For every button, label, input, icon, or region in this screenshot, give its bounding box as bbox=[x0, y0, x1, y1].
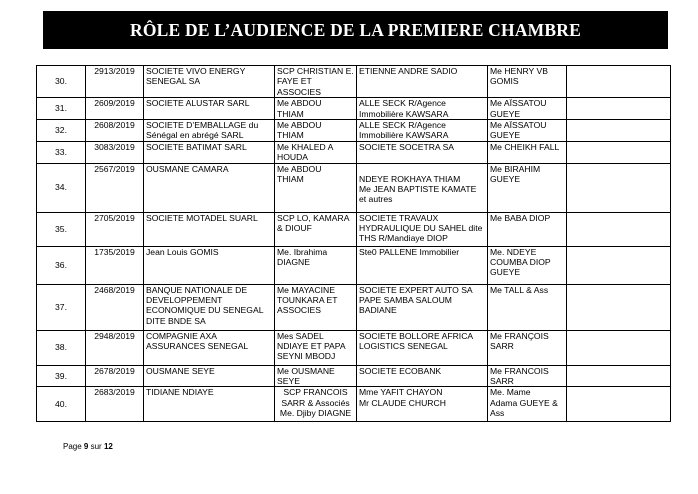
empty-cell bbox=[567, 284, 671, 330]
plaintiff-counsel-line: TOUNKARA ET bbox=[277, 295, 338, 306]
page-sep: sur bbox=[90, 442, 102, 451]
table-row bbox=[37, 330, 671, 365]
hearing-roll-table bbox=[36, 65, 671, 422]
plaintiff-line: DEVELOPPEMENT bbox=[146, 295, 223, 306]
defendant-line: Immobilière KAWSARA bbox=[359, 130, 449, 141]
row-number: 34. bbox=[37, 163, 86, 212]
defendant-cell bbox=[357, 365, 488, 387]
page-title: RÔLE DE L’AUDIENCE DE LA PREMIERE CHAMBRE bbox=[130, 19, 581, 40]
defendant-counsel-line: GUEYE bbox=[490, 108, 521, 119]
defendant-counsel-line: GUEYE bbox=[490, 174, 521, 185]
case-reference: 2683/2019 bbox=[86, 387, 144, 422]
plaintiff-counsel-cell bbox=[275, 387, 357, 422]
defendant-counsel-line: SARR bbox=[490, 376, 514, 387]
defendant-line: BADIANE bbox=[359, 305, 397, 316]
empty-cell bbox=[567, 387, 671, 422]
empty-cell bbox=[567, 163, 671, 212]
plaintiff-counsel-line: DIAGNE bbox=[277, 257, 310, 268]
defendant-cell bbox=[357, 98, 488, 120]
plaintiff-line: DITE BNDE SA bbox=[146, 315, 206, 326]
defendant-counsel-line: Me. NDEYE bbox=[490, 246, 537, 257]
plaintiff-line: SOCIETE MOTADEL SUARL bbox=[146, 212, 258, 223]
plaintiff-line: SOCIETE D’EMBALLAGE du bbox=[146, 120, 259, 131]
plaintiff-line: Sénégal en abrégé SARL bbox=[146, 130, 244, 141]
defendant-counsel-cell bbox=[488, 365, 567, 387]
plaintiff-line: SOCIETE VIVO ENERGY bbox=[146, 66, 246, 76]
plaintiff-line: SOCIETE BATIMAT SARL bbox=[146, 141, 247, 152]
defendant-counsel-cell bbox=[488, 387, 567, 422]
defendant-line: SOCIETE BOLLORE AFRICA bbox=[359, 330, 474, 341]
row-number: 38. bbox=[37, 330, 86, 365]
defendant-counsel-cell bbox=[488, 141, 567, 163]
defendant-counsel-cell bbox=[488, 246, 567, 284]
plaintiff-line: SOCIETE ALUSTAR SARL bbox=[146, 98, 250, 109]
defendant-line: ALLE SECK R/Agence bbox=[359, 98, 446, 109]
defendant-line: Me JEAN BAPTISTE KAMATE bbox=[359, 184, 477, 195]
plaintiff-counsel-line: SCP CHRISTIAN E. bbox=[277, 66, 354, 76]
page-banner bbox=[43, 11, 668, 49]
plaintiff-counsel-line: THIAM bbox=[277, 108, 304, 119]
plaintiff-counsel-line: & DIOUF bbox=[277, 223, 312, 234]
plaintiff-counsel-line: Me ABDOU bbox=[277, 98, 322, 109]
defendant-cell bbox=[357, 246, 488, 284]
plaintiff-line: COMPAGNIE AXA bbox=[146, 330, 217, 341]
defendant-counsel-cell bbox=[488, 330, 567, 365]
plaintiff-line: Jean Louis GOMIS bbox=[146, 246, 219, 257]
plaintiff-counsel-line: SEYE bbox=[277, 376, 300, 387]
row-number: 36. bbox=[37, 246, 86, 284]
row-number: 33. bbox=[37, 141, 86, 163]
defendant-counsel-line: Ass bbox=[490, 408, 505, 419]
plaintiff-counsel-line: Mes SADEL bbox=[277, 330, 324, 341]
defendant-cell bbox=[357, 163, 488, 212]
defendant-cell bbox=[357, 284, 488, 330]
plaintiff-counsel-cell bbox=[275, 330, 357, 365]
row-number: 31. bbox=[37, 98, 86, 120]
plaintiff-cell bbox=[144, 120, 275, 142]
defendant-counsel-line: Me AÏSSATOU bbox=[490, 120, 547, 131]
case-reference: 2678/2019 bbox=[86, 365, 144, 387]
defendant-line: Ste0 PALLENE Immobilier bbox=[359, 246, 460, 257]
defendant-counsel-cell bbox=[488, 66, 567, 98]
case-reference: 2913/2019 bbox=[86, 66, 144, 98]
defendant-counsel-line: Me FRANÇOIS bbox=[490, 330, 549, 341]
plaintiff-counsel-line: Me MAYACINE bbox=[277, 284, 335, 295]
defendant-cell bbox=[357, 141, 488, 163]
plaintiff-counsel-cell bbox=[275, 284, 357, 330]
plaintiff-counsel-line: Me ABDOU bbox=[277, 163, 322, 174]
defendant-line: PAPE SAMBA SALOUM bbox=[359, 295, 452, 306]
plaintiff-line: OUSMANE CAMARA bbox=[146, 163, 229, 174]
plaintiff-counsel-line: Me ABDOU bbox=[277, 120, 322, 131]
table-row bbox=[37, 98, 671, 120]
defendant-counsel-line: Me BIRAHIM bbox=[490, 163, 541, 174]
plaintiff-cell bbox=[144, 387, 275, 422]
plaintiff-cell bbox=[144, 284, 275, 330]
plaintiff-counsel-line: FAYE ET ASSOCIES bbox=[277, 76, 321, 97]
plaintiff-cell bbox=[144, 98, 275, 120]
table-row bbox=[37, 212, 671, 246]
defendant-line: SOCIETE ECOBANK bbox=[359, 365, 442, 376]
defendant-cell bbox=[357, 66, 488, 98]
empty-cell bbox=[567, 330, 671, 365]
plaintiff-counsel-line: Me KHALED A bbox=[277, 141, 334, 152]
plaintiff-counsel-cell bbox=[275, 246, 357, 284]
plaintiff-cell bbox=[144, 330, 275, 365]
case-reference: 3083/2019 bbox=[86, 141, 144, 163]
table-row bbox=[37, 246, 671, 284]
plaintiff-counsel-line: NDIAYE ET PAPA bbox=[277, 341, 346, 352]
defendant-counsel-line: COUMBA DIOP bbox=[490, 257, 551, 268]
case-reference: 1735/2019 bbox=[86, 246, 144, 284]
defendant-cell bbox=[357, 330, 488, 365]
empty-cell bbox=[567, 246, 671, 284]
plaintiff-counsel-line: SEYNI MBODJ bbox=[277, 351, 336, 362]
plaintiff-line: ASSURANCES SENEGAL bbox=[146, 341, 249, 352]
plaintiff-line: ECONOMIQUE DU SENEGAL bbox=[146, 305, 264, 316]
empty-cell bbox=[567, 98, 671, 120]
plaintiff-line: OUSMANE SEYE bbox=[146, 365, 215, 376]
page-label: Page bbox=[63, 442, 82, 451]
empty-cell bbox=[567, 212, 671, 246]
table-row bbox=[37, 66, 671, 98]
plaintiff-counsel-line: Me. Djiby DIAGNE bbox=[279, 408, 352, 419]
plaintiff-counsel-cell bbox=[275, 120, 357, 142]
plaintiff-counsel-line: Me. Ibrahima bbox=[277, 246, 328, 257]
defendant-counsel-line: GUEYE bbox=[490, 267, 521, 278]
plaintiff-counsel-line: ASSOCIES bbox=[277, 305, 321, 316]
row-number: 30. bbox=[37, 66, 86, 98]
defendant-cell bbox=[357, 387, 488, 422]
row-number: 35. bbox=[37, 212, 86, 246]
table-row bbox=[37, 284, 671, 330]
defendant-cell bbox=[357, 120, 488, 142]
defendant-line: Mr CLAUDE CHURCH bbox=[359, 397, 446, 408]
empty-cell bbox=[567, 141, 671, 163]
case-reference: 2468/2019 bbox=[86, 284, 144, 330]
plaintiff-counsel-line: THIAM bbox=[277, 174, 304, 185]
plaintiff-counsel-cell bbox=[275, 98, 357, 120]
plaintiff-cell bbox=[144, 246, 275, 284]
defendant-line: SOCIETE EXPERT AUTO SA bbox=[359, 284, 473, 295]
defendant-line: ETIENNE ANDRE SADIO bbox=[359, 66, 458, 76]
defendant-line: SOCIETE SOCETRA SA bbox=[359, 141, 455, 152]
empty-cell bbox=[567, 120, 671, 142]
plaintiff-cell bbox=[144, 212, 275, 246]
defendant-line: et autres bbox=[359, 194, 393, 205]
plaintiff-counsel-cell bbox=[275, 365, 357, 387]
plaintiff-cell bbox=[144, 163, 275, 212]
defendant-counsel-cell bbox=[488, 284, 567, 330]
plaintiff-line: BANQUE NATIONALE DE bbox=[146, 284, 248, 295]
row-number: 39. bbox=[37, 365, 86, 387]
table-row bbox=[37, 365, 671, 387]
defendant-counsel-cell bbox=[488, 120, 567, 142]
defendant-counsel-line: Me FRANCOIS bbox=[490, 365, 549, 376]
plaintiff-counsel-cell bbox=[275, 163, 357, 212]
case-reference: 2608/2019 bbox=[86, 120, 144, 142]
case-reference: 2609/2019 bbox=[86, 98, 144, 120]
table-row bbox=[37, 141, 671, 163]
plaintiff-line: TIDIANE NDIAYE bbox=[146, 387, 214, 398]
defendant-counsel-cell bbox=[488, 98, 567, 120]
defendant-counsel-line: Me CHEIKH FALL bbox=[490, 141, 560, 152]
defendant-line: LOGISTICS SENEGAL bbox=[359, 341, 448, 352]
defendant-cell bbox=[357, 212, 488, 246]
row-number: 40. bbox=[37, 387, 86, 422]
empty-cell bbox=[567, 365, 671, 387]
defendant-counsel-line: GUEYE bbox=[490, 130, 521, 141]
defendant-counsel-line: SARR bbox=[490, 341, 514, 352]
defendant-line: ALLE SECK R/Agence bbox=[359, 120, 446, 131]
defendant-line: Immobilière KAWSARA bbox=[359, 108, 449, 119]
case-reference: 2705/2019 bbox=[86, 212, 144, 246]
defendant-line: Mme YAFIT CHAYON bbox=[359, 387, 443, 398]
defendant-counsel-line: Adama GUEYE & bbox=[490, 397, 558, 408]
defendant-counsel-line: Me TALL & Ass bbox=[490, 284, 549, 295]
plaintiff-cell bbox=[144, 66, 275, 98]
row-number: 32. bbox=[37, 120, 86, 142]
defendant-counsel-line: Me HENRY VB bbox=[490, 66, 548, 76]
plaintiff-counsel-line: HOUDA bbox=[277, 152, 309, 163]
plaintiff-cell bbox=[144, 365, 275, 387]
empty-cell bbox=[567, 66, 671, 98]
plaintiff-cell bbox=[144, 141, 275, 163]
defendant-counsel-line: Me. Mame bbox=[490, 387, 531, 398]
plaintiff-counsel-line: Me OUSMANE bbox=[277, 365, 335, 376]
plaintiff-counsel-line: SARR & Associés bbox=[281, 397, 350, 408]
defendant-counsel-line: Me BABA DIOP bbox=[490, 212, 551, 223]
defendant-line: NDEYE ROKHAYA THIAM bbox=[359, 173, 461, 184]
defendant-counsel-cell bbox=[488, 212, 567, 246]
defendant-line: SOCIETE TRAVAUX bbox=[359, 212, 439, 223]
table-row bbox=[37, 387, 671, 422]
defendant-line: HYDRAULIQUE DU SAHEL dite bbox=[359, 223, 483, 234]
plaintiff-counsel-line: THIAM bbox=[277, 130, 304, 141]
case-reference: 2567/2019 bbox=[86, 163, 144, 212]
case-reference: 2948/2019 bbox=[86, 330, 144, 365]
defendant-line: THS R/Mandiaye DIOP bbox=[359, 233, 448, 244]
plaintiff-counsel-cell bbox=[275, 212, 357, 246]
defendant-counsel-line: Me AÏSSATOU bbox=[490, 98, 547, 109]
defendant-counsel-line: GOMIS bbox=[490, 76, 519, 87]
plaintiff-counsel-line: SCP LO, KAMARA bbox=[277, 212, 350, 223]
plaintiff-line: SENEGAL SA bbox=[146, 76, 201, 87]
plaintiff-counsel-cell bbox=[275, 141, 357, 163]
table-row bbox=[37, 120, 671, 142]
page-total: 12 bbox=[103, 442, 113, 451]
defendant-counsel-cell bbox=[488, 163, 567, 212]
plaintiff-counsel-line: SCP FRANCOIS bbox=[283, 387, 348, 398]
table-row bbox=[37, 163, 671, 212]
page-footer bbox=[63, 442, 113, 451]
page-current: 9 bbox=[83, 442, 89, 451]
plaintiff-counsel-cell bbox=[275, 66, 357, 98]
row-number: 37. bbox=[37, 284, 86, 330]
